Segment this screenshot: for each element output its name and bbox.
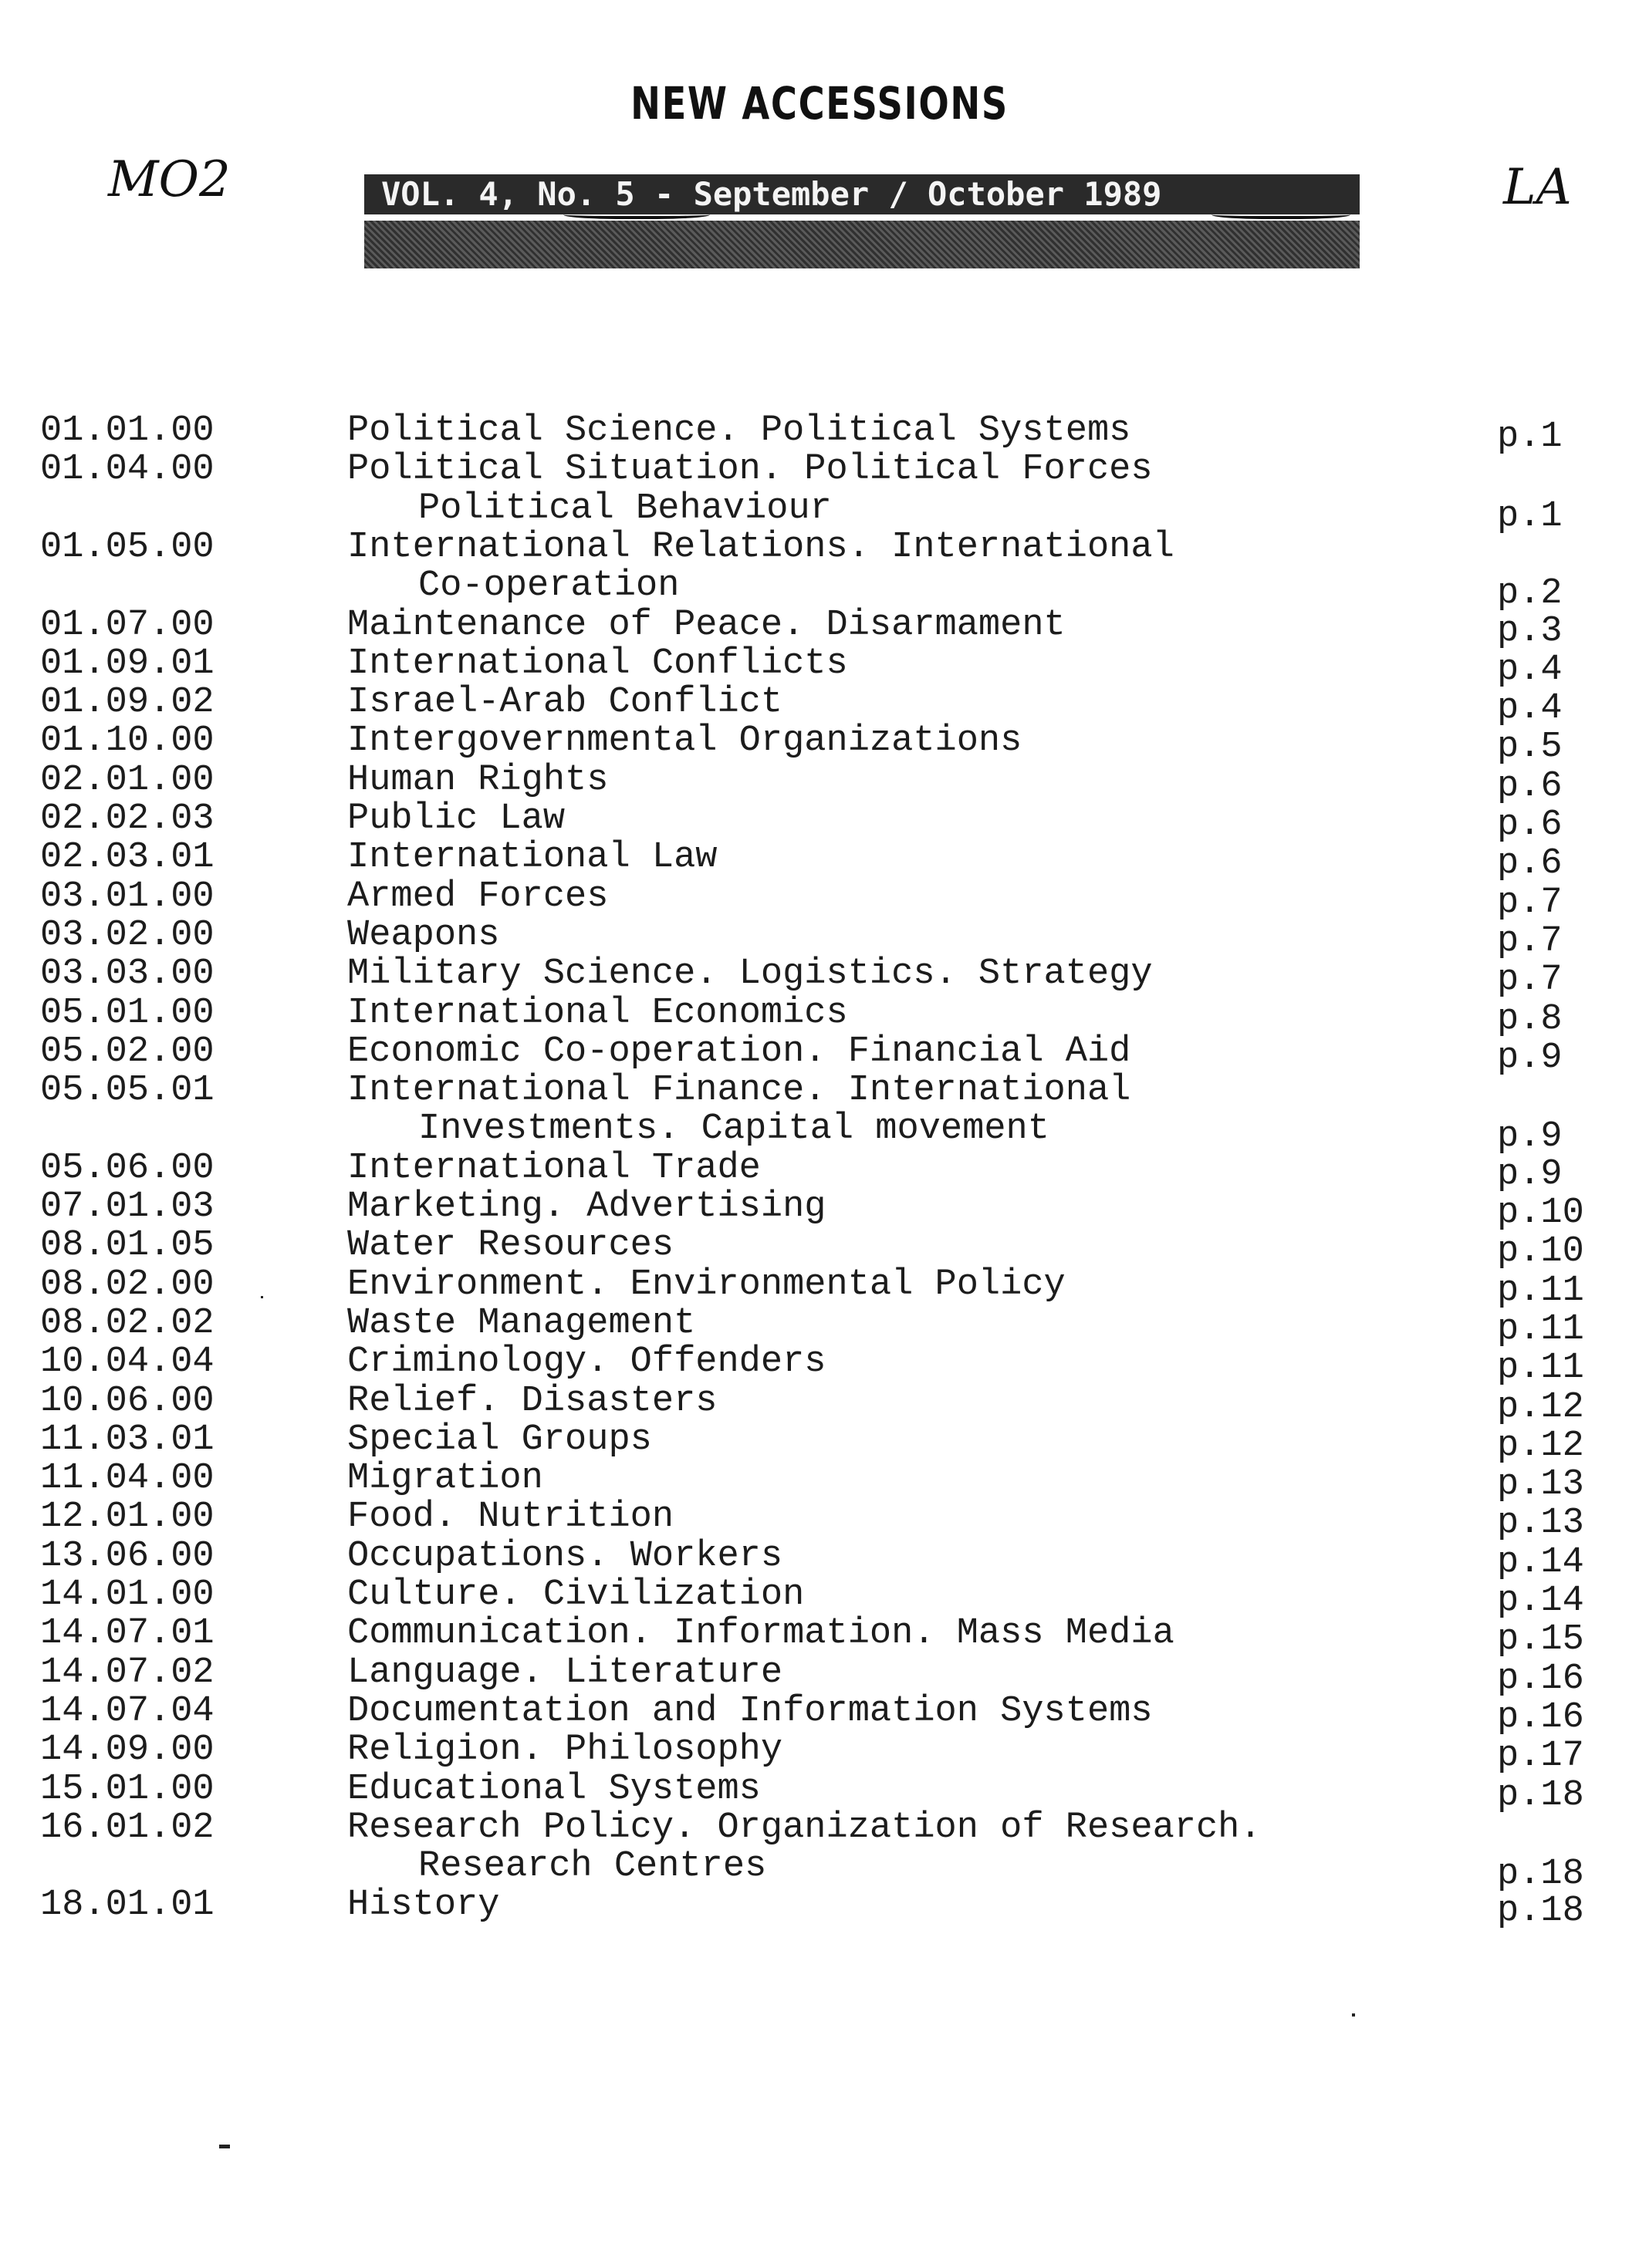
entry-code: 14.07.02 <box>40 1652 215 1693</box>
entry-page-number: p.5 <box>1497 727 1563 768</box>
entry-code: 11.03.01 <box>40 1419 215 1460</box>
entry-page-number: p.10 <box>1497 1193 1584 1234</box>
handwritten-note-right: LA <box>1503 159 1572 216</box>
entry-code: 10.04.04 <box>40 1342 215 1383</box>
entry-code: 12.01.00 <box>40 1497 215 1538</box>
entry-page-number: p.12 <box>1497 1386 1584 1428</box>
entry-subject: Political Science. Political Systems <box>347 410 1131 451</box>
entry-subject: Weapons <box>347 914 500 956</box>
entry-page-number: p.16 <box>1497 1658 1584 1699</box>
entry-page-number: p.18 <box>1497 1774 1584 1816</box>
entry-code: 05.02.00 <box>40 1031 215 1072</box>
entry-subject: Relief. Disasters <box>347 1380 718 1422</box>
entry-subject: International Trade <box>347 1147 761 1189</box>
entry-page-number: p.7 <box>1497 920 1563 962</box>
entry-subject: Human Rights <box>347 759 609 801</box>
handwritten-note-left: MO2 <box>108 151 231 208</box>
entry-page-number: p.4 <box>1497 649 1563 690</box>
entry-code: 14.09.00 <box>40 1730 215 1771</box>
entry-subject: Research Policy. Organization of Research. <box>347 1807 1262 1848</box>
entry-page-number: p.16 <box>1497 1696 1584 1738</box>
entry-page-number: p.18 <box>1497 1854 1584 1895</box>
entry-code: 01.10.00 <box>40 721 215 762</box>
entry-page-number: p.7 <box>1497 960 1563 1001</box>
entry-subject: Public Law <box>347 798 566 839</box>
entry-code: 03.03.00 <box>40 953 215 995</box>
entry-page-number: p.1 <box>1497 417 1563 457</box>
issue-banner: VOL. 4, No. 5 - September / October 1989 <box>364 174 1360 214</box>
entry-subject: International Conflicts <box>347 643 848 684</box>
entry-subject-continuation: Research Centres <box>418 1846 767 1888</box>
entry-code: 13.06.00 <box>40 1535 215 1577</box>
entry-subject: Military Science. Logistics. Strategy <box>347 953 1153 995</box>
entry-page-number: p.13 <box>1497 1464 1584 1506</box>
entry-page-number: p.9 <box>1497 1037 1563 1078</box>
page-title: NEW ACCESSIONS <box>630 77 1009 130</box>
entry-page-number: p.8 <box>1497 998 1563 1040</box>
entry-page-number: p.6 <box>1497 805 1563 845</box>
entry-subject: Waste Management <box>347 1302 696 1344</box>
entry-page-number: p.10 <box>1497 1231 1584 1273</box>
entry-code: 15.01.00 <box>40 1768 215 1810</box>
entry-page-number: p.2 <box>1497 573 1563 615</box>
entry-code: 01.09.01 <box>40 643 215 684</box>
entry-page-number: p.11 <box>1497 1308 1584 1350</box>
entry-code: 11.04.00 <box>40 1458 215 1500</box>
entry-subject-continuation: Investments. Capital movement <box>418 1109 1049 1150</box>
entry-subject: Intergovernmental Organizations <box>347 721 1022 762</box>
entry-code: 01.07.00 <box>40 604 215 646</box>
entry-subject: Criminology. Offenders <box>347 1342 826 1383</box>
entry-subject: Food. Nutrition <box>347 1497 674 1538</box>
entry-code: 10.06.00 <box>40 1380 215 1422</box>
entry-subject: Maintenance of Peace. Disarmament <box>347 604 1066 646</box>
entry-code: 01.04.00 <box>40 449 215 491</box>
entry-subject: Communication. Information. Mass Media <box>347 1613 1174 1655</box>
entry-code: 05.01.00 <box>40 992 215 1034</box>
entry-page-number: p.6 <box>1497 765 1563 807</box>
entry-code: 08.02.02 <box>40 1302 215 1344</box>
entry-page-number: p.4 <box>1497 688 1563 730</box>
entry-subject: Marketing. Advertising <box>347 1186 826 1227</box>
entry-page-number: p.1 <box>1497 495 1563 537</box>
entry-subject: Environment. Environmental Policy <box>347 1264 1066 1305</box>
entry-subject: International Finance. International <box>347 1070 1131 1112</box>
entry-subject: Culture. Civilization <box>347 1574 805 1615</box>
entry-code: 14.07.01 <box>40 1613 215 1655</box>
entry-page-number: p.15 <box>1497 1619 1584 1661</box>
entry-code: 08.01.05 <box>40 1225 215 1267</box>
entry-page-number: p.12 <box>1497 1425 1584 1466</box>
entry-code: 03.02.00 <box>40 914 215 956</box>
entry-code: 14.07.04 <box>40 1690 215 1732</box>
entry-subject-continuation: Political Behaviour <box>418 488 832 529</box>
entry-code: 18.01.01 <box>40 1885 215 1926</box>
entry-code: 05.06.00 <box>40 1147 215 1189</box>
entry-page-number: p.9 <box>1497 1153 1563 1195</box>
entry-subject: International Law <box>347 837 718 879</box>
entry-code: 01.01.00 <box>40 410 215 451</box>
entry-subject: Occupations. Workers <box>347 1535 783 1577</box>
entry-subject: Religion. Philosophy <box>347 1730 783 1771</box>
entry-subject: International Relations. International <box>347 526 1174 568</box>
entry-subject: Documentation and Information Systems <box>347 1690 1153 1732</box>
entry-subject: Special Groups <box>347 1419 652 1460</box>
entry-page-number: p.18 <box>1497 1891 1584 1932</box>
entry-code: 07.01.03 <box>40 1186 215 1227</box>
scan-speck <box>261 1296 263 1298</box>
entry-subject: History <box>347 1885 500 1926</box>
entry-code: 02.01.00 <box>40 759 215 801</box>
entry-subject-continuation: Co-operation <box>418 565 680 607</box>
entry-page-number: p.13 <box>1497 1503 1584 1544</box>
entry-page-number: p.7 <box>1497 882 1563 923</box>
entry-page-number: p.6 <box>1497 843 1563 885</box>
entry-page-number: p.11 <box>1497 1270 1584 1311</box>
entry-page-number: p.14 <box>1497 1541 1584 1583</box>
entry-page-number: p.3 <box>1497 610 1563 652</box>
entry-page-number: p.9 <box>1497 1116 1563 1158</box>
entry-page-number: p.17 <box>1497 1736 1584 1777</box>
entry-subject: International Economics <box>347 992 848 1034</box>
entry-subject: Economic Co-operation. Financial Aid <box>347 1031 1131 1072</box>
entry-code: 05.05.01 <box>40 1070 215 1112</box>
scan-speck <box>1352 2013 1355 2017</box>
entry-code: 02.02.03 <box>40 798 215 839</box>
entry-subject: Israel-Arab Conflict <box>347 682 783 724</box>
entry-subject: Language. Literature <box>347 1652 783 1693</box>
entry-code: 01.09.02 <box>40 682 215 724</box>
entry-code: 01.05.00 <box>40 526 215 568</box>
entry-code: 16.01.02 <box>40 1807 215 1848</box>
entry-subject: Educational Systems <box>347 1768 761 1810</box>
entry-subject: Armed Forces <box>347 876 609 917</box>
entry-code: 02.03.01 <box>40 837 215 879</box>
entry-code: 08.02.00 <box>40 1264 215 1305</box>
entry-subject: Political Situation. Political Forces <box>347 449 1153 491</box>
scan-speck <box>219 2145 230 2148</box>
entry-subject: Migration <box>347 1458 543 1500</box>
entry-page-number: p.11 <box>1497 1348 1584 1389</box>
entry-code: 03.01.00 <box>40 876 215 917</box>
entry-code: 14.01.00 <box>40 1574 215 1615</box>
entry-page-number: p.14 <box>1497 1581 1584 1622</box>
entry-subject: Water Resources <box>347 1225 674 1267</box>
